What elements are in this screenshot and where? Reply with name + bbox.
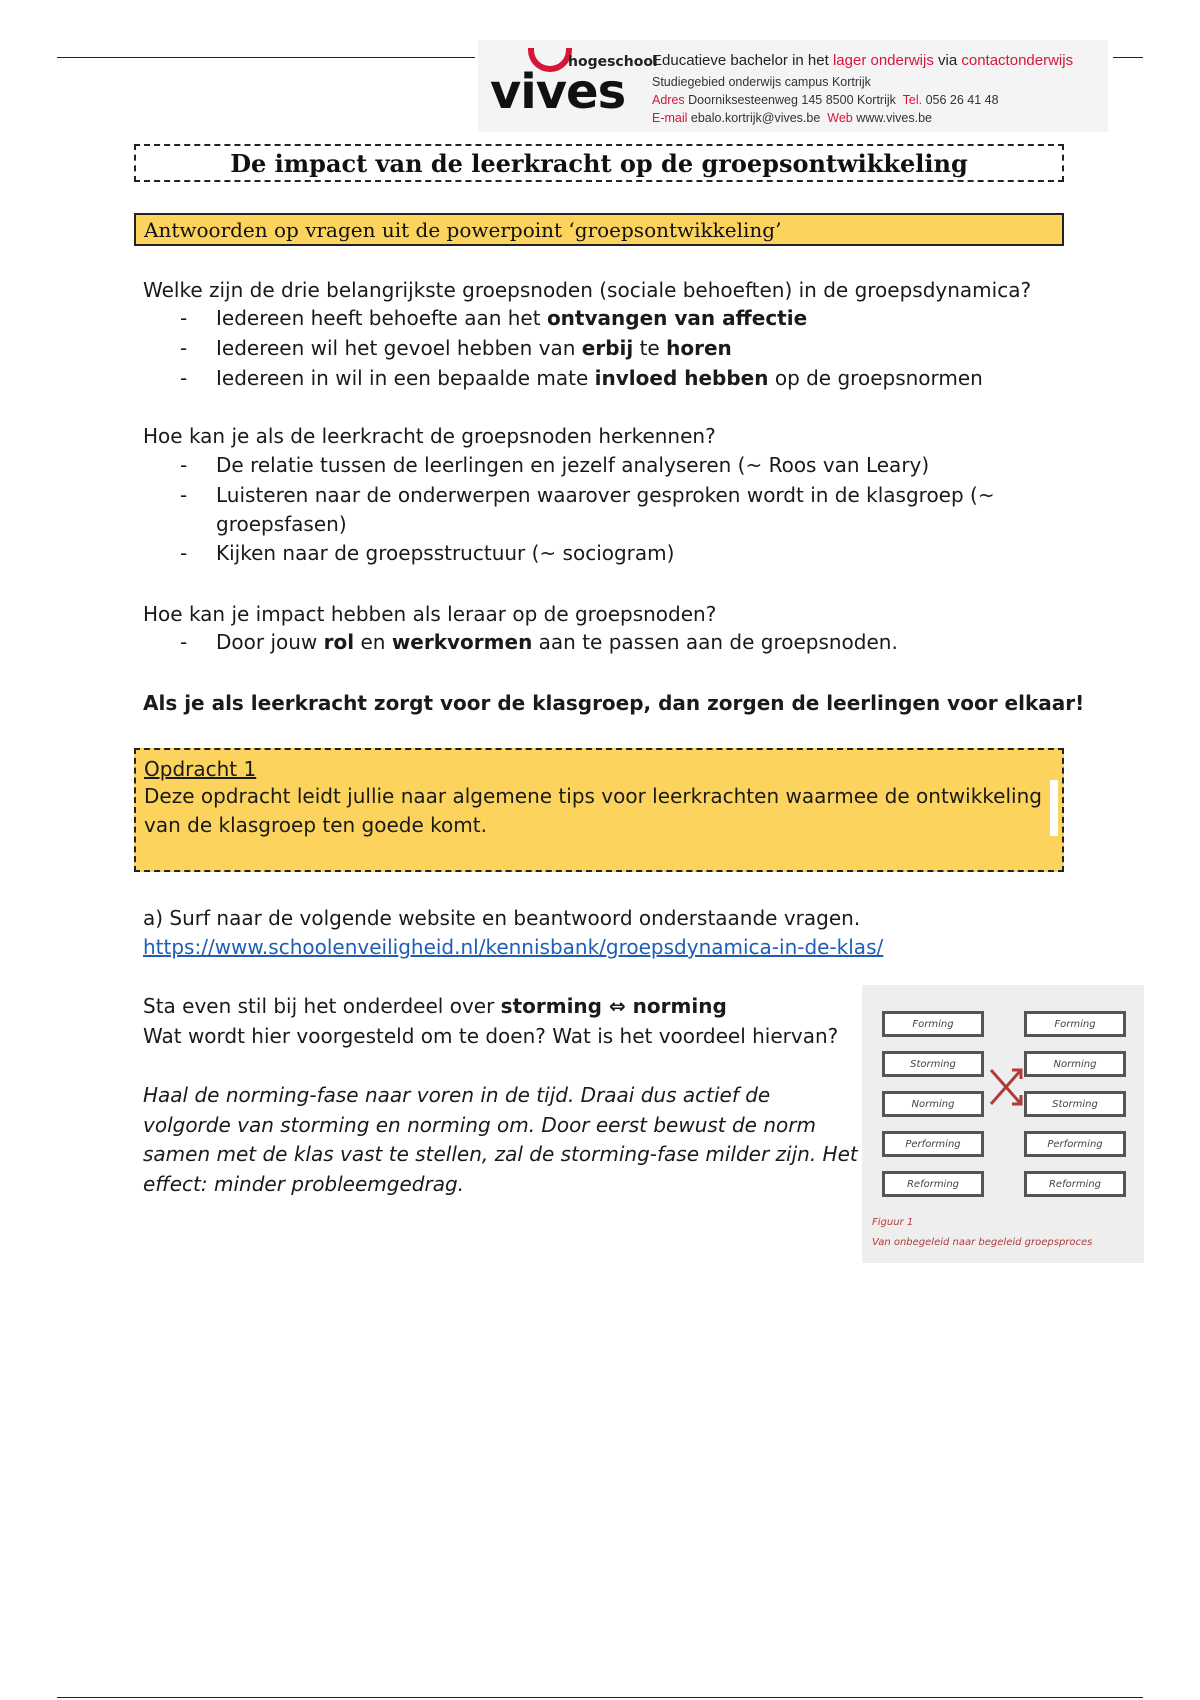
answer-line-3: samen met de klas vast te stellen, zal de storming-fase milder zijn. Het (143, 1142, 858, 1166)
conclusion: Als je als leerkracht zorgt voor de klasgroep, dan zorgen de leerlingen voor elkaar! (143, 691, 1085, 715)
bullet-dash: - (180, 336, 188, 360)
website-link[interactable]: https://www.schoolenveiligheid.nl/kennisbank/groepsdynamica-in-de-klas/ (143, 935, 884, 959)
storming-prompt: Sta even stil bij het onderdeel over storming ⇔ norming (143, 994, 727, 1018)
bullet-dash: - (180, 541, 188, 565)
question-1: Welke zijn de drie belangrijkste groepsnoden (sociale behoeften) in de groepsdynamica? (143, 278, 1032, 302)
vives-logo (490, 54, 658, 126)
figure-left-box: Forming (882, 1011, 984, 1037)
document-title-box (134, 144, 1064, 182)
swap-arrow-icon (988, 1067, 1024, 1107)
figure-caption: Van onbegeleid naar begeleid groepsproces (872, 1237, 1093, 1248)
figure-right-box: Reforming (1024, 1171, 1126, 1197)
footer-rule (57, 1697, 1143, 1698)
header-line-contact: E-mail ebalo.kortrijk@vives.be Web www.vives.be (652, 111, 932, 125)
logo-school-text: hogeschool (568, 54, 658, 70)
subtitle-box (134, 213, 1064, 246)
header-rule-left (57, 57, 475, 58)
header-rule-right (1113, 57, 1143, 58)
figure-left-box: Storming (882, 1051, 984, 1077)
q1-bullet-3: Iedereen in wil in een bepaalde mate invloed hebben op de groepsnormen (216, 366, 983, 390)
header-info (652, 52, 1073, 127)
bullet-dash: - (180, 453, 188, 477)
bullet-dash: - (180, 483, 188, 507)
document-title: De impact van de leerkracht op de groepsontwikkeling (230, 148, 968, 178)
header-line-program: Educatieve bachelor in het lager onderwijs via contactonderwijs (652, 52, 1074, 69)
question-3: Hoe kan je impact hebben als leraar op de groepsnoden? (143, 602, 717, 626)
bullet-dash: - (180, 306, 188, 330)
q3-bullet-1: Door jouw rol en werkvormen aan te passen aan de groepsnoden. (216, 630, 898, 654)
bullet-dash: - (180, 630, 188, 654)
figure-left-box: Performing (882, 1131, 984, 1157)
figure-right-box: Performing (1024, 1131, 1126, 1157)
assignment-body: Deze opdracht leidt jullie naar algemene tips voor leerkrachten waarmee de ontwikkeling van de klasgroep ten goede komt. (144, 784, 1042, 837)
storming-question: Wat wordt hier voorgesteld om te doen? Wat is het voordeel hiervan? (143, 1024, 839, 1048)
answer-line-2: volgorde van storming en norming om. Door eerst bewust de norm (143, 1113, 816, 1137)
question-2: Hoe kan je als de leerkracht de groepsnoden herkennen? (143, 424, 716, 448)
q1-bullet-2: Iedereen wil het gevoel hebben van erbij te horen (216, 336, 732, 360)
letterhead (478, 40, 1108, 132)
figure-right-box: Storming (1024, 1091, 1126, 1117)
part-a-instruction: a) Surf naar de volgende website en beantwoord onderstaande vragen. (143, 906, 861, 930)
assignment-stripe (1050, 780, 1058, 836)
q2-bullet-2-line-2: groepsfasen) (216, 512, 347, 536)
figure-right-box: Forming (1024, 1011, 1126, 1037)
answer-line-4: effect: minder probleemgedrag. (143, 1172, 464, 1196)
figure-caption-label: Figuur 1 (872, 1217, 914, 1228)
assignment-heading: Opdracht 1 (144, 757, 257, 781)
header-line-address: Adres Doorniksesteenweg 145 8500 Kortrijk Tel. 056 26 41 48 (652, 93, 999, 107)
q1-bullet-1: Iedereen heeft behoefte aan het ontvangen van affectie (216, 306, 808, 330)
subtitle: Antwoorden op vragen uit de powerpoint ‘groepsontwikkeling’ (144, 217, 782, 242)
figure-left-box: Norming (882, 1091, 984, 1117)
q2-bullet-1: De relatie tussen de leerlingen en jezelf analyseren (~ Roos van Leary) (216, 453, 930, 477)
q2-bullet-2-line-1: Luisteren naar de onderwerpen waarover gesproken wordt in de klasgroep (~ (216, 483, 995, 507)
group-phase-figure (862, 985, 1144, 1263)
bullet-dash: - (180, 366, 188, 390)
logo-brand-text: vives (490, 64, 626, 120)
answer-line-1: Haal de norming-fase naar voren in de tijd. Draai dus actief de (143, 1083, 771, 1107)
header-line-campus: Studiegebied onderwijs campus Kortrijk (652, 75, 871, 89)
figure-left-box: Reforming (882, 1171, 984, 1197)
figure-right-box: Norming (1024, 1051, 1126, 1077)
assignment-box (134, 748, 1064, 872)
q2-bullet-3: Kijken naar de groepsstructuur (~ sociogram) (216, 541, 675, 565)
